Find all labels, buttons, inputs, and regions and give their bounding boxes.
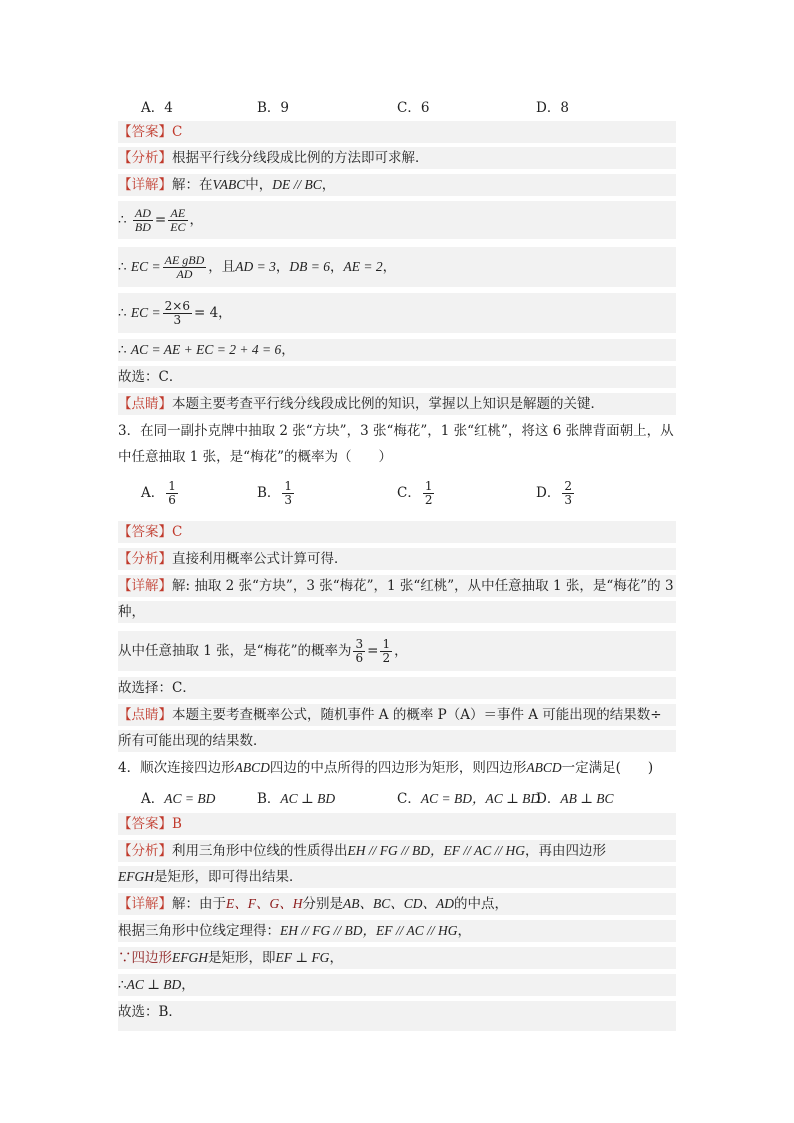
fraction [380, 638, 392, 665]
numerator: 3 [355, 637, 364, 651]
text: ， [330, 259, 344, 275]
numerator: AE [168, 207, 187, 221]
denominator: 3 [564, 493, 572, 507]
answer-tag: 【答案】 [118, 524, 172, 540]
q3-stem-2: 中任意抽取 1 张，是“梅花”的概率为（ ） [118, 449, 392, 465]
q2-analysis [118, 147, 676, 169]
q2-detail-2 [118, 201, 676, 239]
text: ， [382, 259, 397, 275]
fraction [163, 254, 207, 281]
q3-analysis [118, 548, 676, 570]
text: ，再由四边形 [525, 843, 606, 859]
numerator: 1 [284, 479, 293, 493]
text: 一定满足( ) [561, 760, 654, 776]
text: ， [457, 923, 471, 939]
text: ， [329, 950, 343, 966]
fraction [166, 480, 178, 507]
denominator: 6 [355, 651, 364, 665]
fraction [282, 480, 294, 507]
math: DE // BC [272, 177, 322, 192]
q2-option-d: D．8 [536, 100, 569, 116]
q4-analysis-2 [118, 866, 676, 888]
q3-option-a [141, 480, 180, 507]
math: EC = [130, 305, 161, 320]
answer-tag: 【答案】 [118, 124, 172, 140]
q3-option-d [536, 480, 576, 507]
option-letter: C． [397, 485, 421, 501]
text: 从中任意抽取 1 张，是“梅花”的概率为 [118, 643, 352, 659]
denominator: 2 [382, 651, 391, 665]
analysis-tag: 【分析】 [118, 551, 172, 567]
numerator: 1 [382, 637, 391, 651]
analysis-text: 根据平行线分线段成比例的方法即可求解． [172, 150, 429, 166]
q2-detail-1 [118, 174, 676, 196]
text: ， [321, 177, 336, 193]
therefore-symbol: ∴ [118, 259, 127, 275]
therefore-symbol: ∴ [118, 977, 127, 993]
text: 4．顺次连接四边形 [118, 760, 235, 776]
math: AD = 3 [235, 259, 276, 274]
q2-point [118, 393, 676, 415]
q4-option-a [141, 787, 215, 807]
math: E、F、G、H [226, 896, 303, 911]
fraction [353, 638, 365, 665]
text: ∵四边形 [118, 950, 172, 966]
numerator: 1 [424, 479, 433, 493]
option-letter: B． [257, 791, 281, 807]
answer-value: C [172, 124, 183, 140]
q4-detail-1 [118, 893, 676, 915]
q4-answer [118, 813, 676, 835]
q3-point-1 [118, 704, 676, 726]
q4-detail-4 [118, 974, 676, 996]
math: ABCD [526, 760, 562, 775]
text: 是矩形，即可得出结果． [154, 869, 303, 885]
math: EC = [130, 259, 161, 274]
q3-option-b [257, 480, 296, 507]
option-letter: B． [257, 485, 281, 501]
text: 利用三角形中位线的性质得出 [172, 843, 348, 859]
point-tag: 【点睛】 [118, 707, 172, 723]
text: ， [275, 259, 290, 275]
q4-stem [118, 757, 676, 779]
numerator: AE gBD [164, 253, 205, 267]
numerator: 1 [168, 479, 176, 493]
math: VABC [212, 177, 246, 192]
option-letter: A． [141, 485, 165, 501]
numerator: AD [134, 206, 151, 220]
text: 四边的中点所得的四边形为矩形，则四边形 [269, 760, 527, 776]
equals: = [154, 212, 167, 228]
option-math: AC = BD [164, 791, 216, 806]
math: EFGH [118, 869, 154, 884]
text: 的中点， [454, 896, 508, 912]
math: EFGH [172, 950, 208, 965]
analysis-text: 直接利用概率公式计算可得． [172, 551, 348, 567]
q4-option-b [257, 787, 335, 807]
q3-choose: 故选择：C． [118, 677, 676, 699]
text: ， [181, 977, 195, 993]
math: DB = 6 [289, 259, 331, 274]
detail-tag: 【详解】 [118, 896, 172, 912]
q2-option-b: B．9 [257, 100, 290, 116]
denominator: 2 [424, 493, 433, 507]
q2-detail-3 [118, 247, 676, 287]
q3-detail-1 [118, 575, 676, 597]
answer-value: C [172, 524, 183, 540]
text: ，且 [208, 259, 236, 275]
math: AB、BC、CD、AD [343, 896, 454, 911]
q2-choose: 故选：C． [118, 366, 676, 388]
text: ， [394, 643, 408, 659]
q2-answer [118, 121, 676, 143]
fraction [562, 480, 574, 507]
text: ， [281, 342, 295, 358]
math: AC = AE + EC = 2 + 4 = 6 [130, 342, 282, 357]
answer-value: B [172, 816, 182, 832]
denominator: 6 [168, 493, 176, 507]
detail-tag: 【详解】 [118, 578, 172, 594]
therefore-symbol: ∴ [118, 305, 127, 321]
point-text: 本题主要考查平行线分线段成比例的知识，掌握以上知识是解题的关键． [172, 396, 604, 412]
denominator: AD [176, 267, 193, 281]
option-letter: D． [536, 485, 561, 501]
denominator: 3 [284, 493, 293, 507]
fraction [423, 480, 435, 507]
text: 是矩形，即 [208, 950, 276, 966]
option-math: AB ⊥ BC [560, 791, 614, 806]
math: AC ⊥ BD [126, 977, 182, 992]
q4-option-d [536, 787, 614, 807]
q3-detail-2: 种， [118, 601, 676, 623]
q2-detail-5 [118, 339, 676, 361]
math: = 4 [193, 305, 219, 321]
option-letter: C． [397, 791, 421, 807]
math: EH // FG // BD，EF // AC // HG [280, 923, 458, 938]
math: EH // FG // BD，EF // AC // HG [347, 843, 525, 858]
fraction [133, 207, 153, 234]
text: 解：由于 [172, 896, 226, 912]
point-text: 本题主要考查概率公式，随机事件 A 的概率 P（A）＝事件 A 可能出现的结果数÷ [172, 707, 662, 723]
fraction [163, 300, 192, 327]
answer-tag: 【答案】 [118, 816, 172, 832]
q3-answer [118, 521, 676, 543]
q2-detail-4 [118, 293, 676, 333]
option-letter: A． [141, 791, 165, 807]
analysis-tag: 【分析】 [118, 150, 172, 166]
q3-detail-3 [118, 631, 676, 671]
option-math: AC ⊥ BD [280, 791, 336, 806]
q4-choose: 故选：B． [118, 1001, 676, 1031]
q3-option-c [397, 480, 436, 507]
q3-stem-1: 3．在同一副扑克牌中抽取 2 张“方块”，3 张“梅花”，1 张“红桃”，将这 6 张牌背面朝上，从 [118, 423, 674, 439]
numerator: 2 [564, 479, 572, 493]
equals: = [367, 643, 379, 659]
fraction [168, 207, 187, 234]
text: ， [218, 305, 232, 321]
math: ABCD [234, 760, 270, 775]
option-letter: D． [536, 791, 561, 807]
point-tag: 【点睛】 [118, 396, 172, 412]
q4-analysis-1 [118, 840, 676, 862]
math: EF ⊥ FG [275, 950, 330, 965]
denominator: 3 [173, 313, 182, 327]
therefore-symbol: ∴ [118, 342, 127, 358]
q4-detail-3 [118, 947, 676, 969]
therefore-symbol: ∴ [118, 212, 127, 228]
denominator: EC [170, 220, 186, 234]
math: AE = 2 [343, 259, 383, 274]
q2-option-a: A．4 [141, 100, 173, 116]
denominator: BD [134, 220, 151, 234]
q4-option-c [397, 787, 540, 807]
q4-detail-2 [118, 920, 676, 942]
option-math: AC = BD，AC ⊥ BD [420, 791, 541, 806]
text: 分别是 [302, 896, 343, 912]
numerator: 2×6 [164, 299, 190, 313]
q3-point-2: 所有可能出现的结果数． [118, 730, 676, 752]
text: ， [189, 212, 204, 228]
analysis-tag: 【分析】 [118, 843, 172, 859]
text: 解：在 [172, 177, 213, 193]
detail-tag: 【详解】 [118, 177, 172, 193]
detail-text: 解: 抽取 2 张“方块”，3 张“梅花”，1 张“红桃”，从中任意抽取 1 张，是“梅花”的 3 [172, 578, 674, 594]
text: 中， [245, 177, 273, 193]
q2-option-c: C．6 [397, 100, 430, 116]
text: 根据三角形中位线定理得： [118, 923, 280, 939]
